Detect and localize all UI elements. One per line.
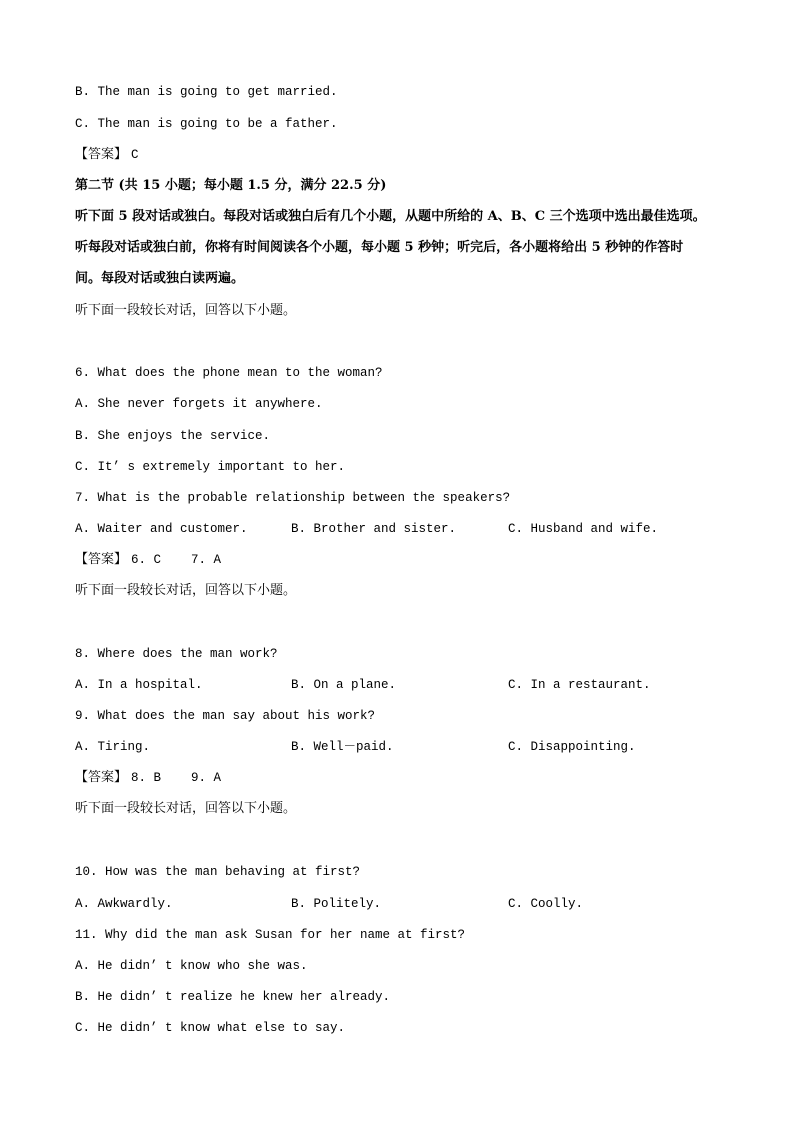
question-9-option-b: B. Well－paid. <box>291 740 394 754</box>
question-9-option-c: C. Disappointing. <box>508 740 636 754</box>
instructions-line-3: 间。每段对话或独白读两遍。 <box>75 271 245 286</box>
question-10-option-c: C. Coolly. <box>508 897 584 911</box>
question-8-option-b: B. On a plane. <box>291 678 397 692</box>
question-7-option-b: B. Brother and sister. <box>291 522 457 536</box>
question-11-option-c: C. He didn’ t know what else to say. <box>75 1021 346 1035</box>
question-11-option-a: A. He didn’ t know who she was. <box>75 959 308 973</box>
question-8-option-c: C. In a restaurant. <box>508 678 651 692</box>
question-6-option-a: A. She never forgets it anywhere. <box>75 397 323 411</box>
question-8: 8. Where does the man work? <box>75 647 278 661</box>
question-6-option-c: C. It’ s extremely important to her. <box>75 460 346 474</box>
answer-label: 【答案】 <box>75 552 128 567</box>
question-6-option-b: B. She enjoys the service. <box>75 429 271 443</box>
listen-prompt: 听下面一段较长对话，回答以下小题。 <box>75 801 297 816</box>
question-6: 6. What does the phone mean to the woman? <box>75 366 383 380</box>
answer-label: 【答案】 <box>75 147 128 162</box>
instructions-line-2: 听每段对话或独白前，你将有时间阅读各个小题，每小题 5 秒钟；听完后，各小题将给出 5 秒钟的作答时 <box>75 240 684 255</box>
question-9: 9. What does the man say about his work? <box>75 709 376 723</box>
listen-prompt: 听下面一段较长对话，回答以下小题。 <box>75 583 297 598</box>
question-10-option-a: A. Awkwardly. <box>75 897 173 911</box>
question-10: 10. How was the man behaving at first? <box>75 865 361 879</box>
answer-value: 8. B 9. A <box>131 771 222 785</box>
question-7-option-a: A. Waiter and customer. <box>75 522 248 536</box>
question-10-option-b: B. Politely. <box>291 897 382 911</box>
answer-value: C <box>131 148 139 162</box>
answer-label: 【答案】 <box>75 770 128 785</box>
option-b-married: B. The man is going to get married. <box>75 85 338 99</box>
question-11-option-b: B. He didn’ t realize he knew her already. <box>75 990 391 1004</box>
question-11: 11. Why did the man ask Susan for her name at first? <box>75 928 466 942</box>
section-heading: 第二节 (共 15 小题；每小题 1.5 分，满分 22.5 分) <box>75 178 387 193</box>
question-7: 7. What is the probable relationship between the speakers? <box>75 491 511 505</box>
answer-value: 6. C 7. A <box>131 553 222 567</box>
instructions-line-1: 听下面 5 段对话或独白。每段对话或独白后有几个小题，从题中所给的 A、B、C 三个选项中选出最佳选项。 <box>75 209 706 224</box>
listen-prompt: 听下面一段较长对话，回答以下小题。 <box>75 303 297 318</box>
question-7-option-c: C. Husband and wife. <box>508 522 659 536</box>
option-c-father: C. The man is going to be a father. <box>75 117 338 131</box>
question-8-option-a: A. In a hospital. <box>75 678 203 692</box>
question-9-option-a: A. Tiring. <box>75 740 151 754</box>
